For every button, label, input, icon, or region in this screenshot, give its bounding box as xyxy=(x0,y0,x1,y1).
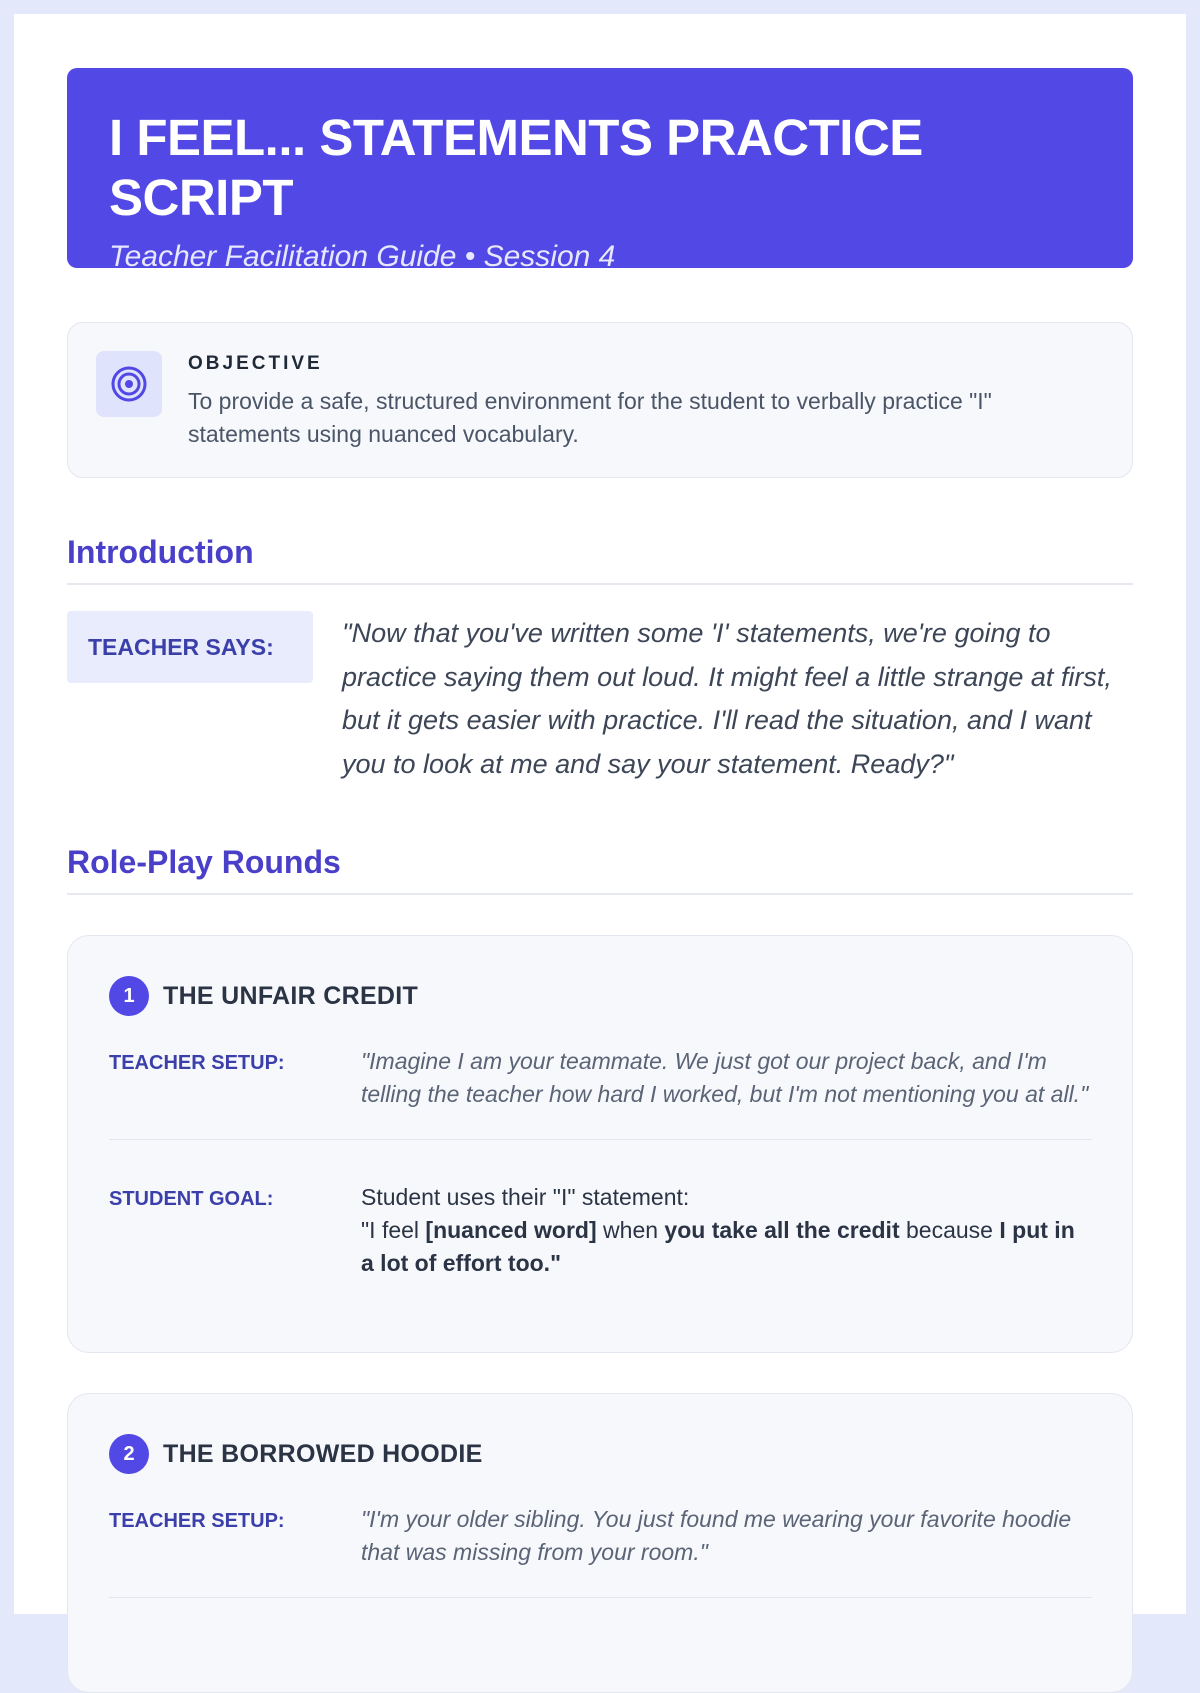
round-header xyxy=(109,1434,1092,1474)
goal-text: when xyxy=(596,1217,665,1243)
divider xyxy=(109,1139,1092,1140)
page-subtitle: Teacher Facilitation Guide • Session 4 xyxy=(109,240,616,273)
student-goal-label: STUDENT GOAL: xyxy=(109,1188,274,1210)
teacher-setup-row xyxy=(109,1503,1092,1569)
section-title-introduction: Introduction xyxy=(67,534,1133,585)
round-number-badge: 1 xyxy=(109,976,149,1016)
student-goal-row xyxy=(109,1181,1092,1280)
teacher-says-label: TEACHER SAYS: xyxy=(67,611,313,683)
page-title: I FEEL... STATEMENTS PRACTICE SCRIPT xyxy=(109,109,923,226)
teacher-says-text: "Now that you've written some 'I' statements, we're going to practice saying them out loud. It might feel a little strange at first, but it gets easier with practice. I'll read the situation, and I want you to look at me and say your statement. Ready?" xyxy=(342,618,1112,779)
teacher-setup-label: TEACHER SETUP: xyxy=(109,1510,285,1532)
objective-text: To provide a safe, structured environment for the student to verbally practice "I" statements using nuanced vocabulary. xyxy=(188,388,992,447)
teacher-says-row xyxy=(67,611,1133,786)
goal-text: because xyxy=(899,1217,1000,1243)
goal-emphasis: " xyxy=(550,1250,561,1276)
round-title: THE BORROWED HOODIE xyxy=(163,1439,483,1468)
page xyxy=(14,14,1186,1614)
goal-emphasis: I put in a lot of effort too. xyxy=(361,1217,1075,1276)
teacher-setup-text: "Imagine I am your teammate. We just got our project back, and I'm telling the teacher how hard I worked, but I'm not mentioning you at all." xyxy=(361,1048,1089,1107)
teacher-setup-row xyxy=(109,1045,1092,1111)
section-title-role-play: Role-Play Rounds xyxy=(67,844,1133,895)
round-number-badge: 2 xyxy=(109,1434,149,1474)
header-banner xyxy=(67,68,1133,273)
goal-emphasis: [nuanced word] xyxy=(425,1217,597,1243)
round-card xyxy=(67,935,1133,1353)
round-card xyxy=(67,1393,1133,1693)
goal-text: "I feel xyxy=(361,1217,426,1243)
round-header xyxy=(109,976,1092,1016)
student-goal-text xyxy=(361,1181,1092,1280)
goal-emphasis: you take all the credit xyxy=(664,1217,900,1243)
goal-intro: Student uses their "I" statement: xyxy=(361,1184,690,1210)
objective-card xyxy=(67,322,1133,478)
objective-label: OBJECTIVE xyxy=(188,353,323,374)
content xyxy=(67,68,1133,1693)
teacher-setup-text: "I'm your older sibling. You just found me wearing your favorite hoodie that was missing from your room." xyxy=(361,1506,1072,1565)
target-icon xyxy=(96,351,162,417)
teacher-setup-label: TEACHER SETUP: xyxy=(109,1052,285,1074)
divider xyxy=(109,1597,1092,1598)
round-title: THE UNFAIR CREDIT xyxy=(163,981,419,1010)
